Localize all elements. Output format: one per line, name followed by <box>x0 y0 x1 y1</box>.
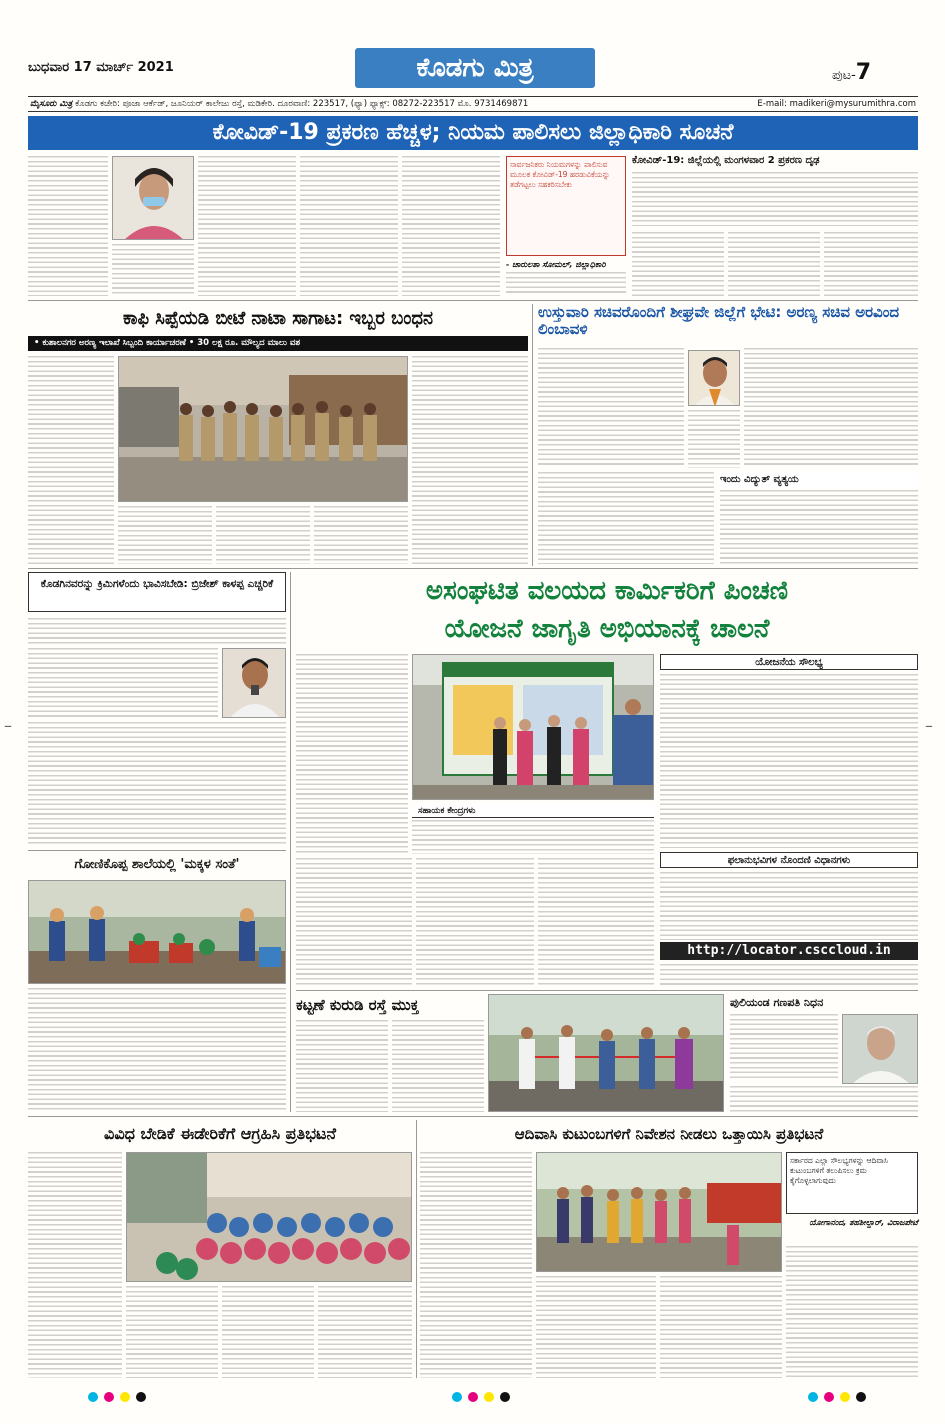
registration-mark-magenta <box>824 1392 834 1402</box>
coffee-headline: ಕಾಫಿ ಸಿಪ್ಪೆಯಡಿ ಬೀಟೆ ನಾಟಾ ಸಾಗಾಟ: ಇಬ್ಬರ ಬಂಧನ <box>123 308 433 329</box>
tribal-story-col2 <box>536 1276 656 1378</box>
scheme-benefit-subhead: ಯೋಜನೆಯ ಸೌಲಭ್ಯ <box>660 654 918 670</box>
tribal-protest-photo <box>536 1152 782 1272</box>
contact-bar <box>28 96 918 112</box>
page-label: ಪುಟ- <box>832 68 856 83</box>
pension-story-lower-col2 <box>416 858 534 986</box>
tribal-march-image <box>537 1153 782 1272</box>
page-number-value: 7 <box>855 60 872 85</box>
coffee-seizure-photo <box>118 356 408 502</box>
registration-mark-yellow <box>484 1392 494 1402</box>
minister-story-col3 <box>744 348 918 468</box>
collector-portrait-image <box>113 157 194 240</box>
road-inauguration-photo <box>488 994 724 1112</box>
ribbon-cutting-image <box>489 995 724 1112</box>
brijesh-headline: ಕೊಡಗಿನವರನ್ನು ಕ್ರಿಮಿಗಳೆಂದು ಭಾವಿಸಬೇಡಿ: ಬ್ರಿಜೇಶ್ ಕಾಳಪ್ಪ ಎಚ್ಚರಿಕೆ <box>28 572 286 612</box>
minister-portrait-image <box>689 351 740 406</box>
office-address: ಕೊಡಗು ಕಚೇರಿ: ಪೂಜಾ ಆರ್ಕೆಡ್, ಜೂನಿಯರ್ ಕಾಲೇಜು ರಸ್ತೆ, ಮಡಿಕೇರಿ. ದೂರವಾಣಿ: 223517, (ಫ್ಯಾ) ಫ್ಯಾಕ್ಸ್: 08272-223517 ಮೊ. 9731469871 <box>75 99 529 109</box>
brijesh-story-body <box>28 722 286 846</box>
school-market-headline: ಗೋಣಿಕೊಪ್ಪ ಶಾಲೆಯಲ್ಲಿ 'ಮಕ್ಕಳ ಸಂತೆ' <box>74 857 240 872</box>
crop-mark: – <box>925 716 933 735</box>
registration-mark-black <box>856 1392 866 1402</box>
covid-story-col2 <box>112 244 194 296</box>
collector-quote <box>506 156 626 256</box>
minister-photo <box>688 350 740 406</box>
power-cut-headline: ಇಂದು ವಿದ್ಯುತ್ ವ್ಯತ್ಯಯ <box>720 472 918 488</box>
tribal-story-col3 <box>660 1276 782 1378</box>
tahsildar-signature: ಯೋಗಾನಂದ, ತಹಶೀಲ್ದಾರ್, ವಿರಾಜಪೇಟೆ <box>809 1218 918 1227</box>
covid-headline: ಕೋವಿಡ್-19 ಪ್ರಕರಣ ಹೆಚ್ಚಳ; ನಿಯಮ ಪಾಲಿಸಲು ಜಿಲ್ಲಾಧಿಕಾರಿ ಸೂಚನೆ <box>28 116 918 150</box>
collector-quote-text: ಸಾರ್ವಜನಿಕರು ನಿಯಮಗಳನ್ನು ಪಾಲಿಸುವ ಮೂಲಕ ಕೋವಿಡ್-19 ಹರಡುವಿಕೆಯನ್ನು ತಡೆಗಟ್ಟಲು ಸಹಕರಿಸಬೇಕು <box>510 160 611 189</box>
minister-story-col2 <box>688 410 740 468</box>
pension-awareness-event-image <box>413 655 654 800</box>
power-cut-story-col2 <box>720 490 918 564</box>
tahsildar-quote-text: ಸರ್ಕಾರದ ಎಲ್ಲಾ ಸೌಲಭ್ಯಗಳನ್ನು ಆದಿವಾಸಿ ಕುಟುಂಬಗಳಿಗೆ ತಲುಪಿಸಲು ಕ್ರಮ ಕೈಗೊಳ್ಳಲಾಗುವುದು <box>790 1156 888 1185</box>
pension-story-col1 <box>296 654 408 854</box>
divider <box>28 568 918 569</box>
collector-signature: - ಚಾರುಲತಾ ಸೋಮಲ್, ಜಿಲ್ಲಾಧಿಕಾರಿ <box>506 260 606 269</box>
divider <box>416 1120 417 1378</box>
covid-story-col5 <box>402 156 500 296</box>
registration-mark-black <box>500 1392 510 1402</box>
crop-mark: – <box>4 716 12 735</box>
locator-url: http://locator.csccloud.in <box>660 942 918 960</box>
obituary-story-col1 <box>730 1014 838 1078</box>
registration-mark-yellow <box>840 1392 850 1402</box>
coffee-story-col3 <box>216 506 310 564</box>
registration-subhead: ಫಲಾನುಭವಿಗಳ ನೊಂದಣಿ ವಿಧಾನಗಳು <box>660 852 918 868</box>
tahsildar-quote <box>786 1152 918 1214</box>
registration-mark-magenta <box>468 1392 478 1402</box>
divider <box>296 990 918 991</box>
coffee-story-col4 <box>314 506 408 564</box>
pension-headline-line1: ಅಸಂಘಟಿತ ವಲಯದ ಕಾರ್ಮಿಕರಿಗೆ ಪಿಂಚಣಿ <box>425 576 789 606</box>
school-market-photo <box>28 880 286 984</box>
divider <box>28 1116 918 1117</box>
coffee-story-col5 <box>412 356 528 564</box>
protest-story-col3 <box>222 1286 314 1378</box>
pension-story-lower-col3 <box>538 858 654 986</box>
help-centre-story <box>412 820 654 854</box>
covid-story-col4 <box>300 156 398 296</box>
coffee-story-col2 <box>118 506 212 564</box>
tribal-story-col1 <box>420 1152 532 1378</box>
help-centre-subhead: ಸಹಾಯಕ ಕೇಂದ್ರಗಳು <box>412 804 654 818</box>
protest-story-col4 <box>318 1286 412 1378</box>
obituary-story-col2 <box>730 1086 918 1112</box>
coffee-story-col1 <box>28 356 114 564</box>
tribal-story-col4 <box>786 1246 918 1378</box>
email: E-mail: madikeri@mysurumithra.com <box>757 99 916 109</box>
registration-mark-cyan <box>808 1392 818 1402</box>
registration-mark-yellow <box>120 1392 130 1402</box>
brijesh-story-top <box>28 618 286 644</box>
school-market-story <box>28 988 286 1112</box>
protest-story-col2 <box>126 1286 218 1378</box>
forest-officials-image <box>119 357 408 502</box>
children-market-image <box>29 881 286 984</box>
road-story-col1 <box>296 1020 388 1112</box>
divider <box>28 300 918 301</box>
protest-crowd-image <box>127 1153 412 1282</box>
brijesh-portrait-image <box>223 649 286 718</box>
registration-mark-cyan <box>88 1392 98 1402</box>
covid-cases-story-b2 <box>728 232 820 296</box>
registration-story <box>660 872 918 940</box>
protest-photo <box>126 1152 412 1282</box>
obituary-headline: ಪುಲಿಯಂಡ ಗಣಪತಿ ನಿಧನ <box>730 996 824 1009</box>
protest-headline: ವಿವಿಧ ಬೇಡಿಕೆ ಈಡೇರಿಕೆಗೆ ಆಗ್ರಹಿಸಿ ಪ್ರತಿಭಟನೆ <box>104 1124 336 1143</box>
obituary-portrait-image <box>843 1015 918 1084</box>
registration-mark-cyan <box>452 1392 462 1402</box>
protest-story-col1 <box>28 1152 122 1378</box>
pension-launch-photo <box>412 654 654 800</box>
newspaper-title: ಕೊಡಗು ಮಿತ್ರ <box>355 48 595 88</box>
paper-name: ಮೈಸೂರು ಮಿತ್ರ <box>30 99 73 109</box>
registration-story-2 <box>660 964 918 986</box>
pension-headline-line2: ಯೋಜನೆ ಜಾಗೃತಿ ಅಭಿಯಾನಕ್ಕೆ ಚಾಲನೆ <box>444 614 770 644</box>
covid-cases-story <box>632 172 918 226</box>
covid-story-col1 <box>28 156 108 296</box>
minister-story-col1 <box>538 348 684 468</box>
brijesh-story-col1 <box>28 648 218 720</box>
registration-mark-black <box>136 1392 146 1402</box>
road-headline: ಕಟ್ಟಣೆ ಕುರುಡಿ ರಸ್ತೆ ಮುಕ್ತ <box>296 996 419 1014</box>
scheme-benefit-story <box>660 674 918 848</box>
collector-photo <box>112 156 194 240</box>
coffee-subhead: • ಕುಶಾಲನಗರ ಅರಣ್ಯ ಇಲಾಖೆ ಸಿಬ್ಬಂದಿ ಕಾರ್ಯಾಚರಣೆ • 30 ಲಕ್ಷ ರೂ. ಮೌಲ್ಯದ ಮಾಲು ವಶ <box>28 336 528 351</box>
covid-story-col6 <box>506 272 626 296</box>
divider <box>28 850 286 851</box>
covid-story-col3 <box>198 156 296 296</box>
road-story-col2 <box>392 1020 484 1112</box>
obituary-photo <box>842 1014 918 1084</box>
issue-date: ಬುಧವಾರ 17 ಮಾರ್ಚ್ 2021 <box>28 60 174 75</box>
page-number <box>832 60 871 85</box>
covid-cases-story-b1 <box>632 232 724 296</box>
minister-headline: ಉಸ್ತುವಾರಿ ಸಚಿವರೊಂದಿಗೆ ಶೀಘ್ರವೇ ಜಿಲ್ಲೆಗೆ ಭೇಟಿ: ಅರಣ್ಯ ಸಚಿವ ಅರವಿಂದ ಲಿಂಬಾವಳಿ <box>538 304 900 339</box>
covid-cases-story-b3 <box>824 232 918 296</box>
divider <box>532 304 533 566</box>
power-cut-story-col1 <box>538 472 714 564</box>
pension-story-lower-col1 <box>296 858 412 986</box>
registration-mark-magenta <box>104 1392 114 1402</box>
tribal-headline: ಆದಿವಾಸಿ ಕುಟುಂಬಗಳಿಗೆ ನಿವೇಶನ ನೀಡಲು ಒತ್ತಾಯಿಸಿ ಪ್ರತಿಭಟನೆ <box>514 1125 824 1143</box>
divider <box>290 572 291 1112</box>
covid-cases-headline: ಕೋವಿಡ್-19: ಜಿಲ್ಲೆಯಲ್ಲಿ ಮಂಗಳವಾರ 2 ಪ್ರಕರಣ ದೃಢ <box>632 155 820 166</box>
brijesh-photo <box>222 648 286 718</box>
